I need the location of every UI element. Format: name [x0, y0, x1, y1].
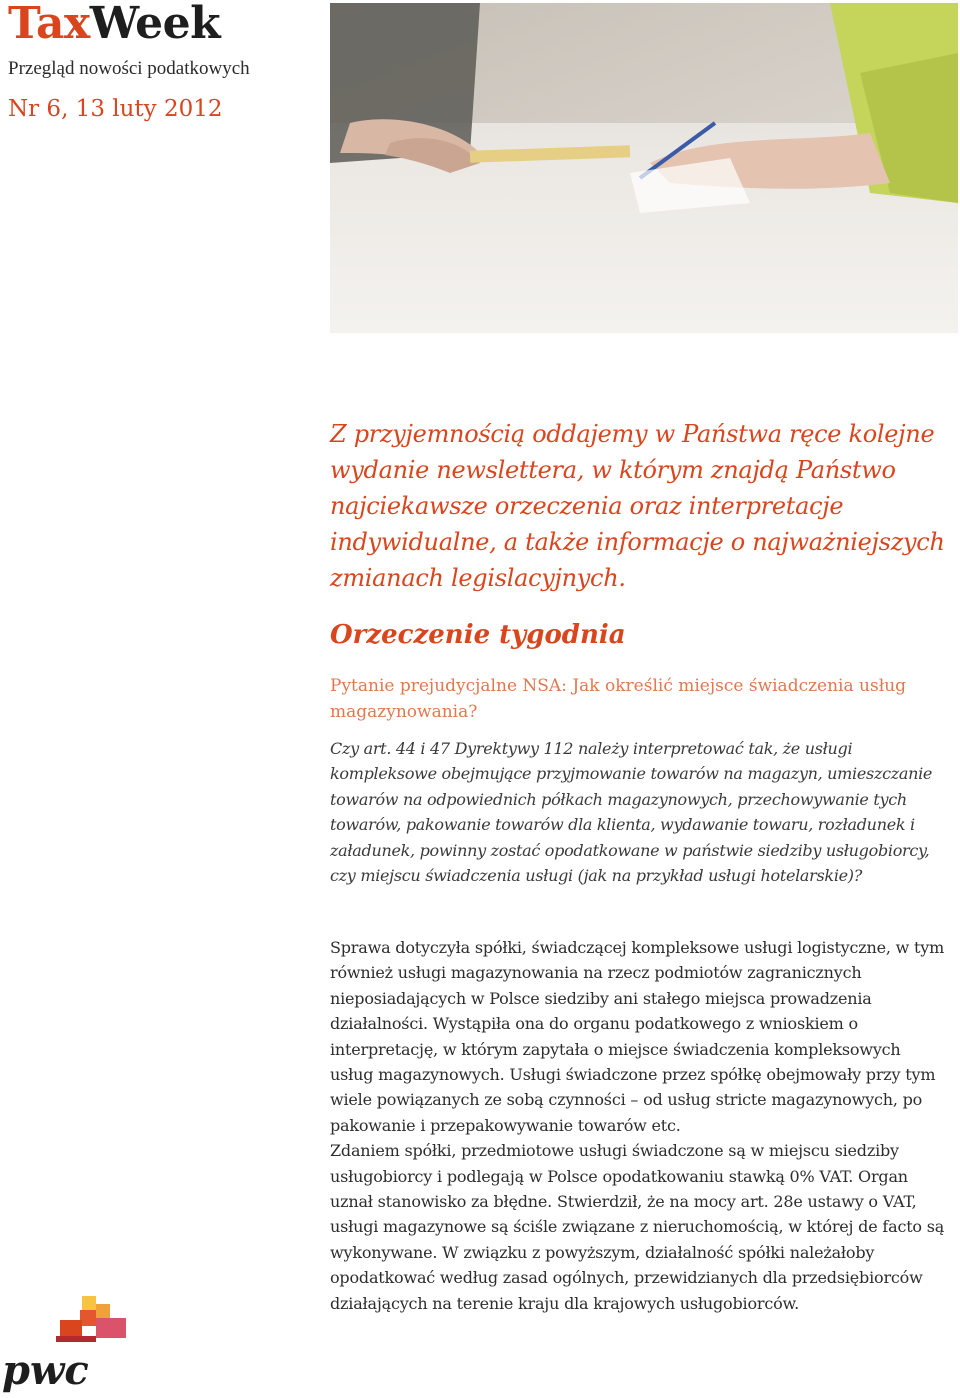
article-paragraph-1: Sprawa dotyczyła spółki, świadczącej kompleksowe usługi logistyczne, w tym również usługi magazynowania na rzecz podmiotów zagranicznych nieposiadających w Polsce siedziby ani stałego miejsca prowadzenia działalności. Wystąpiła ona do organu podatkowego z wnioskiem o interpretację, w którym zapytała o miejsce świadczenia kompleksowych usług magazynowych. Usługi świadczone przez spółkę obejmowały przy tym wiele powiązanych ze sobą czynności – od usług stricte magazynowych, po pakowanie i przepakowywanie towarów etc. — [330, 938, 945, 1135]
logo-block-2 — [96, 1304, 110, 1318]
header-photo — [330, 3, 958, 333]
article-paragraph-2: Zdaniem spółki, przedmiotowe usługi świadczone są w miejscu siedziby usługobiorcy i podlegają w Polsce opodatkowaniu stawką 0% VAT. Organ uznał stanowisko za błędne. Stwierdził, że na mocy art. 28e ustawy o VAT, usługi magazynowe są ściśle związane z nieruchomością, w której de facto są wykonywane. W związku z powyższym, działalność spółki należałoby opodatkować według zasad ogólnych, przewidzianych dla przedsiębiorców działających na terenie kraju dla krajowych usługobiorców. — [330, 1141, 945, 1313]
brand-week: Week — [89, 0, 221, 49]
ruling-question-title: Pytanie prejudycjalne NSA: Jak określić miejsce świadczenia usług magazynowania? — [330, 676, 907, 722]
intro-text: Z przyjemnością oddajemy w Państwa ręce kolejne wydanie newslettera, w którym znajdą Państwo najciekawsze orzeczenia oraz interpretacje indywidualne, a także informacje o najważniejszych zmianach legislacyjnych. — [330, 420, 945, 592]
logo-block-5 — [96, 1318, 126, 1338]
logo-block-3 — [80, 1310, 96, 1326]
logo-block-4 — [60, 1320, 82, 1336]
brand-tax: Tax — [8, 0, 90, 49]
section-title: Orzeczenie tygodnia — [330, 620, 626, 650]
issue-number: Nr 6, 13 luty 2012 — [8, 96, 223, 122]
brand-title — [8, 0, 220, 52]
logo-wordmark: pwc — [2, 1347, 89, 1394]
logo-block-1 — [82, 1296, 96, 1310]
pwc-logo — [0, 1294, 130, 1394]
logo-block-6 — [56, 1336, 96, 1342]
article-body — [330, 935, 945, 1316]
newsletter-subtitle: Przegląd nowości podatkowych — [8, 58, 250, 79]
ruling-question-text: Czy art. 44 i 47 Dyrektywy 112 należy interpretować tak, że usługi kompleksowe obejmujące przyjmowanie towarów na magazyn, umieszczanie towarów na odpowiednich półkach magazynowych, przechowywanie tych towarów, pakowanie towarów dla klienta, wydawanie towaru, rozładunek i załadunek, powinny zostać opodatkowane w państwie siedziby usługobiorcy, czy miejscu świadczenia usługi (jak na przykład usługi hotelarskie)? — [330, 739, 933, 886]
